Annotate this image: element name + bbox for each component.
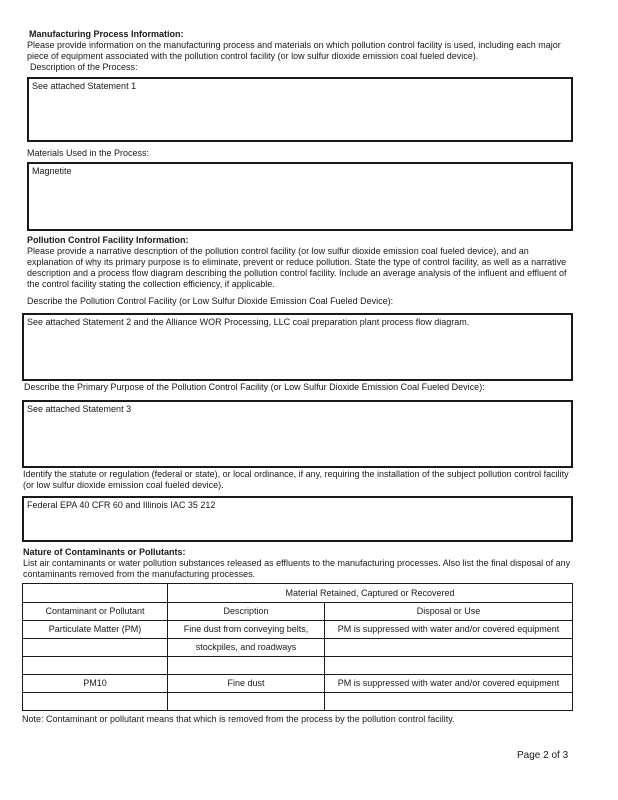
- materials-value: Magnetite: [32, 166, 72, 176]
- manufacturing-instruction: Please provide information on the manufacturing process and materials on which pollution control facility is used, including each major piece of equipment associated with the pollution control facility (or low sulfur dioxide emission coal fueled device).: [27, 40, 561, 61]
- table-cell[interactable]: PM10: [23, 675, 168, 693]
- describe-facility-value: See attached Statement 2 and the Alliance WOR Processing, LLC coal preparation plant process flow diagram.: [27, 317, 470, 327]
- contaminants-instruction: List air contaminants or water pollution substances released as effluents to the manufacturing processes. Also list the final disposal of any contaminants removed from the manufacturing processes.: [23, 558, 571, 579]
- manufacturing-heading: Manufacturing Process Information:: [29, 29, 184, 39]
- describe-facility-field[interactable]: [22, 313, 573, 381]
- footer-note: Note: Contaminant or pollutant means that which is removed from the process by the pollution control facility.: [22, 714, 455, 724]
- describe-facility-label: Describe the Pollution Control Facility (or Low Sulfur Dioxide Emission Coal Fueled Device):: [27, 296, 394, 306]
- column-header-description: Description: [168, 603, 325, 621]
- table-row: [23, 675, 573, 693]
- contaminants-table: [22, 583, 573, 711]
- table-row: [23, 621, 573, 639]
- column-header-disposal: Disposal or Use: [325, 603, 573, 621]
- primary-purpose-label: Describe the Primary Purpose of the Pollution Control Facility (or Low Sulfur Dioxide Emission Coal Fueled Device):: [24, 382, 485, 392]
- table-cell[interactable]: stockpiles, and roadways: [168, 639, 325, 657]
- column-header-contaminant: Contaminant or Pollutant: [23, 603, 168, 621]
- table-header-row: [23, 603, 573, 621]
- table-cell[interactable]: [325, 639, 573, 657]
- statute-value: Federal EPA 40 CFR 60 and Illinois IAC 35 212: [27, 500, 216, 510]
- table-cell[interactable]: [325, 657, 573, 675]
- materials-field[interactable]: [27, 162, 573, 231]
- group-header: Material Retained, Captured or Recovered: [168, 584, 573, 603]
- pollution-control-heading: Pollution Control Facility Information:: [27, 235, 189, 245]
- table-cell[interactable]: Fine dust from conveying belts,: [168, 621, 325, 639]
- table-cell[interactable]: [168, 693, 325, 711]
- table-cell[interactable]: [23, 639, 168, 657]
- process-description-label: Description of the Process:: [30, 62, 138, 72]
- table-row: [23, 639, 573, 657]
- table-cell: [23, 584, 168, 603]
- process-description-field[interactable]: [27, 77, 573, 142]
- table-group-header-row: [23, 584, 573, 603]
- table-cell[interactable]: [23, 657, 168, 675]
- statute-field[interactable]: [22, 496, 573, 542]
- contaminants-heading: Nature of Contaminants or Pollutants:: [23, 547, 186, 557]
- table-cell[interactable]: [23, 693, 168, 711]
- pollution-control-instruction: Please provide a narrative description of the pollution control facility (or low sulfur dioxide emission coal fueled device), and an explanation of why its primary purpose is to eliminate, prevent or reduce pollution. State the type of control facility, as well as a narrative description and a process flow diagram describing the pollution control facility. Include an average analysis of the influent and effluent of the control facility stating the collection efficiency, if applicable.: [27, 246, 567, 289]
- primary-purpose-field[interactable]: [22, 400, 573, 468]
- table-row: [23, 693, 573, 711]
- materials-label: Materials Used in the Process:: [27, 148, 150, 158]
- statute-label: Identify the statute or regulation (federal or state), or local ordinance, if any, requiring the installation of the subject pollution control facility (or low sulfur dioxide emission coal fueled device).: [23, 469, 569, 490]
- table-cell[interactable]: PM is suppressed with water and/or covered equipment: [325, 675, 573, 693]
- table-row: [23, 657, 573, 675]
- table-cell[interactable]: PM is suppressed with water and/or covered equipment: [325, 621, 573, 639]
- table-cell[interactable]: Fine dust: [168, 675, 325, 693]
- table-cell[interactable]: [325, 693, 573, 711]
- table-cell[interactable]: [168, 657, 325, 675]
- primary-purpose-value: See attached Statement 3: [27, 404, 132, 414]
- table-cell[interactable]: Particulate Matter (PM): [23, 621, 168, 639]
- page-number: Page 2 of 3: [517, 750, 569, 761]
- process-description-value: See attached Statement 1: [32, 81, 137, 91]
